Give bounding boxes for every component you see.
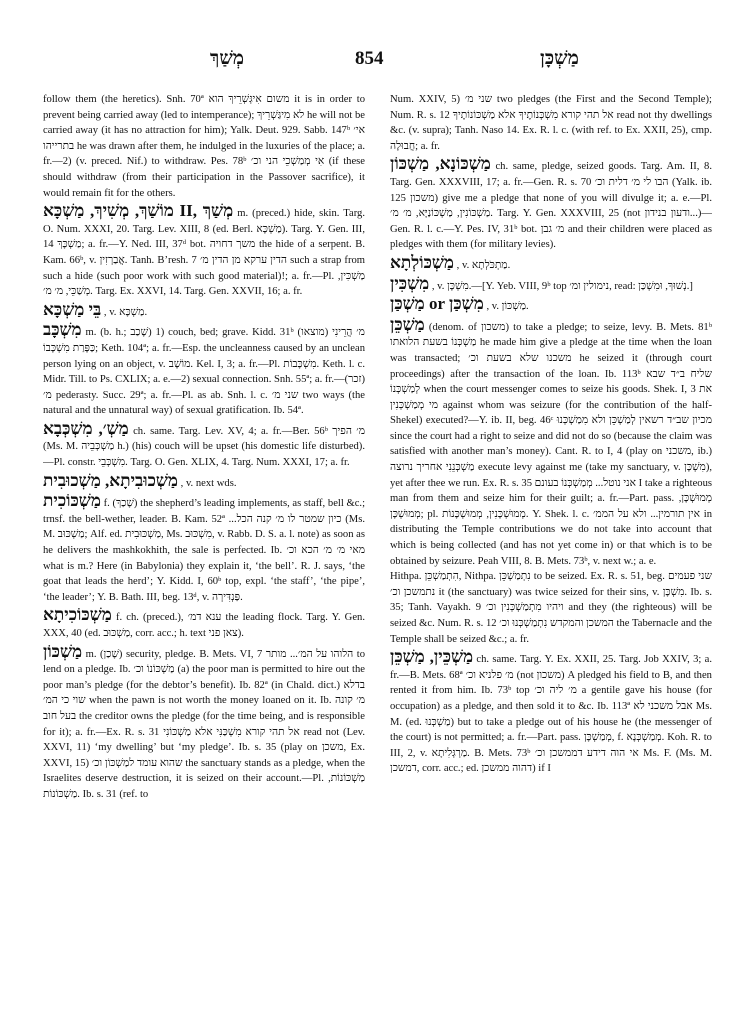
- entry-headword: מַשְׁכּוֹלְתָא: [390, 252, 455, 272]
- entry-headword: מַשְׁכּוֹנָא, מַשְׁכּוֹן: [390, 154, 491, 174]
- entry-text: f. ch. (preced.), ענא דמ׳ the leading flock. Targ. Y. Gen. XXX, 40 (ed. מַשְׁכּוּב, corr. acc.; h. text צאן פני).: [43, 612, 365, 639]
- entry-headword: מַשְׁ׳, מִשְׁכְּבָא: [43, 418, 129, 438]
- dictionary-entry: [390, 315, 712, 570]
- entry-text: , v. next wds.: [180, 477, 237, 489]
- entry-text: , v. מַשְׁכָּא.: [103, 306, 148, 318]
- header-left-word: מְשַׁךְ: [210, 48, 245, 69]
- entry-headword: מַשְׁכֵּין, מַשְׁכֵּן: [390, 647, 474, 667]
- entry-text: ch. same. Targ. Y. Ex. XXII, 25. Targ. Job XXIV, 3; a. fr.—B. Mets. 68ª מ׳ פלניא וכ׳ (not משכון) A pledged his field to B, and then rented it from him. Ib. 73ᵇ top מ׳ ליה וכ׳ a gentile gave his house (for occupation) as a pledge, and then sold it to &c. Ib. 113ª אבל משכני לא Ms. M. (ed. מַשְׁכְּנוּ) but to take a pledge out of his house he (the messenger of the court) is not permitted; a. fr.—Part. pass. מְמַשְׁכָּן, f. מְמַשְׁכְּנָא. Koh. R. to III, 2, v. מַרְגְּלִיתָא. B. Mets. 73ᵇ אי הוה דידע דממשכן וכ׳ Ms. F. (Ms. M. דמשכן, corr. acc.; ed. דהוה ממשכן) if I: [390, 654, 712, 775]
- dictionary-entry: [43, 300, 365, 321]
- dictionary-entry: [390, 569, 712, 647]
- entry-headword: מַשְׁכּוֹכִית: [43, 491, 101, 511]
- dictionary-entry: [43, 605, 365, 641]
- entry-headword: מַשְׁכוּבִיתָא, מַשְׁכוּבִית: [43, 470, 178, 490]
- entry-text: Hithpa. הִתְמַשְׁכֵּן, Nithpa. נִתְמַשְׁכֵּן to be seized. Ex. R. s. 51, beg. שני פעמים נתמשכן וכ׳ it (the sanctuary) was twice seized for their sins, v. מִשְׁכָּן. Ib. s. 35; Tanh. Vayakh. 9 ויהיו מִתְמַשְׁכְּנִין וכ׳ and they (the righteous) will be seized &c. Num. R. s. 12 המשכן והמקדש נִתְמַשְׁכְּנוּ וכ׳ the Tabernacle and the Temple shall be seized &c.; a. fr.: [390, 571, 712, 645]
- entry-text: m. (שָׁכַן) security, pledge. B. Mets. VI, 7 הלוהו על המ׳... מותר to lend on a pledge. Ib. מַשְׁכּוֹנוֹ וכ׳ (a) the poor man is permitted to hire out the poor man’s pledge (for the debtor’s benefit). Ib. 82ª (in Chald. dict.) בדלא שוי כי המ׳ when the pawn is not worth the money loaned on it. Ib. מ׳ קונה בעל חוב the creditor owns the pledge (for the time being, and is responsible for it); a. fr.—Ex. R. s. 31 אל תהי קורא מִשְׁכַּנִּי אלא מַשְׁכּוֹנִי read not (Lev. XXVI, 11) ‘my dwelling’ but ‘my pledge’. Ib. s. 35 (play on משכן, Ex. XXVI, 15) שהוא עומד למַשְׁכּוֹן וכ׳ the sanctuary stands as a pledge, when the Israelites deserve destruction, it is seized on their account.—Pl. מַשְׁכּוֹנוֹת, מַשְׁכּוֹנוֹת. Ib. s. 31 (ref. to: [43, 648, 365, 800]
- dictionary-entry: [43, 201, 365, 300]
- dictionary-entry: [390, 274, 712, 295]
- entry-headword: מִשְׁכָּב: [43, 320, 82, 340]
- dictionary-entry: [390, 92, 712, 154]
- entry-headword: מַשְׁכּוֹן: [43, 641, 83, 661]
- entry-text: Num. XXIV, 5) שני מ׳ two pledges (the First and the Second Temple); Num. R. s. 12 אל תהי קורא מִשְׁכְּנוֹתֶיךָ אלא מַשְׁכּוֹנוֹתֶיךָ read not thy dwellings &c. (v. supra); Tanh. Naso 14. Ex. R. l. c. (with ref. to Ex. XXII, 25), cmp. חֲבוּלָה; a. fr.: [390, 94, 712, 152]
- page-number: 854: [355, 48, 384, 69]
- entry-headword: בֵּי מַשְׁכָּא: [43, 299, 102, 319]
- entry-headword: מִשְׁכִּין: [390, 273, 430, 293]
- entry-text: follow them (the heretics). Snh. 70ª משום אִיגְּשְׁרֵיךְ הוא it is in order to prevent being carried away (led to intemperance); לא מִיגַּשְׁרֵיךְ he will not be carried away (it has no attraction for him); Yalk. Deut. 929. Sabb. 147ᵇ אי׳ בתרייהו he was drawn after them, he indulged in the luxuries of the place; a. fr.—2) (v. preced. Nif.) to withdraw. Pes. 78ᵇ אִי מְמַשְׁכֵי הני וכ׳ (if these should withdraw (from their participation in the Passover sacrifice), it would remain fit for the others.: [43, 94, 365, 199]
- page-header: [0, 48, 750, 74]
- entry-text: , v. מַתְכֹּלְתָא.: [456, 259, 511, 271]
- entry-text: ch. same. Targ. Lev. XV, 4; a. fr.—Ber. 56ᵇ מ׳ הפיך (Ms. M. מַשְׁכְּבֵיה h.) (his) couch will be upset (his domestic life disturbed).—Pl. constr. מִשְׁכְּבֵי. Targ. O. Gen. XLIX, 4. Targ. Num. XXXI, 17; a. fr.: [43, 425, 365, 469]
- dictionary-entry: [43, 419, 365, 471]
- entry-text: m. (preced.) hide, skin. Targ. O. Num. XXXI, 20. Targ. Lev. XIII, 8 (ed. Berl. מַשְׁכָּא). Targ. Y. Gen. III, 14 מַשְׁכָּךְ; a. fr.—Y. Ned. III, 37ᵈ bot. משך דחויה the hide of a serpent. B. Kam. 66ᵇ, v. אֲבַרְזִין. Tanh. B’resh. 7 הדין ערקא מן הדין מ׳ such a strap from such a hide (such poor work with such good material)!; a. fr.—Pl. מַשְׁכִּין, מְשַׁכֵּי, מ׳ מ׳. Targ. Ex. XXVI, 14. Targ. Gen. XXVII, 16; a. fr.: [43, 208, 365, 298]
- entry-headword: מַשְׁכֵּן: [390, 314, 425, 334]
- entry-text: (denom. of משכון) to take a pledge; to seize, levy. B. Mets. 81ᵇ מַשְׁכְּנוֹ בשעת הלואתו he made him give a pledge at the time when the loan was transacted; משכנו שלא בשעת וכ׳ he seized it (through court proceedings) after the transaction of the loan. Ib. 113ᵇ שליח ב״ד שבא לְמַשְׁכְּנוֹ when the court messenger comes to seize his goods. Shek. I, 3 את מי מְמַשְׁכְּנִין against whom was seizure (for the contribution of the half-Shekel) executed?—Y. ib. II, beg. 46ᶜ מכיון שב״ד רשאין לְמַשְׁכֵּן ולא מִמַשְׁכְּנוּ since the court had a right to seize and did not do so (because the claim was satisfied with another man’s money). Cant. R. to I, 4 (play on משכני, ib.) מַשְׁכְּנֵנִי אחריך נרוצה execute levy against me (take my sanctuary, v. מִשְׁכָּן), yet after thee we run. Ex. R. s. 35 אני נוטל... מְמַשְׁכְּנוֹ בעונם I take a righteous man from them and seize him for their guilt; a. fr.—Part. pass. מְמוּשְׁכָּן, מְמוּשְׁכָּן; pl. מְמוּשְׁכָּנִין, מְמוּשְׁכָּנוֹת. Y. Shek. l. c. אין תורמין... ולא על הממ׳ in distributing the Temple contributions we do not take into account that which is being collected (and has not yet come in) or that which is to be obtained by seizure. Peah VIII, 8. B. Mets. 73ᵇ, v. next w.; a. e.: [390, 321, 712, 567]
- entry-text: , v. מַשְׁכּוֹן.: [486, 301, 529, 313]
- dictionary-entry: [390, 294, 712, 315]
- header-right-word: מַשְׁכָּן: [540, 48, 579, 69]
- entry-headword: מַשְׁכַּן or מִשְׁכַּן: [390, 294, 484, 314]
- dictionary-entry: [43, 92, 365, 201]
- dictionary-entry: [43, 320, 365, 419]
- right-column: [390, 92, 712, 1004]
- entry-headword: מוֹשַׁךְ, מְשִׁיךְ, מַשְׁכָּא II, מְשַׁךְ: [43, 201, 234, 221]
- dictionary-entry: [43, 491, 365, 605]
- dictionary-entry: [390, 253, 712, 274]
- entry-text: ch. same, pledge, seized goods. Targ. Am. II, 8. Targ. Gen. XXXVIII, 17; a. fr.—Gen. R. s. 70 הבו לי מ׳ דלית וכ׳ (Yalk. ib. 125 משכון) give me a pledge that none of you will divulge it; a. e.—Pl. מַשְׁכּוֹנִין, מַשְׁכּוֹנַיָּא, מ׳ מ׳. Targ. Y. Gen. XXXVIII, 25 (not ודעון בנידון...)—Gen. R. l. c.—Y. Pes. IV, 31ᵇ bot. מ׳ גבן and their children were placed as pledges with them (for military levies).: [390, 161, 712, 251]
- entry-headword: מַשְׁכּוֹכִיתָא: [43, 605, 112, 625]
- entry-text: f. (שָׁכַךְ) the shepherd’s leading implements, as staff, bell &c.; trnsf. the bell-wether, leader. B. Kam. 52ª ...כיון שמטר לו מ׳ קנה הכל (Ms. M. מַשְׁכּוּב; Alf. ed. מַשְׁכּוּבִית, Ms. מִשְׁכּוּב, v. Rabb. D. S. a. l. note) as soon as he delivers the mashkokhith, the sale is perfected. Ib. מאי מ׳ מ׳ הכא וכ׳ what is m.? Here (in Babylonia) they explain it, ‘the bell’. R. J. says, ‘the goat that leads the herd’; Y. Kidd. I, 60ᵇ top, expl. ‘the staff’, ‘the pipe’, ‘the leader’; Y. B. Bath. III, beg. 13ᵈ, v. פַּנְדִּירְה.: [43, 498, 365, 603]
- dictionary-entry: [43, 642, 365, 803]
- entry-text: , v. מִשְׁכָּן.—[Y. Yeb. VIII, 9ᵇ top נימולין ומ׳, read: נְשׁוּךְ, וּמִשְׁכַּן.]: [431, 280, 693, 292]
- left-column: [43, 92, 365, 1004]
- dictionary-entry: [43, 471, 365, 492]
- entry-text: m. (b. h.; שָׁכַב) 1) couch, bed; grave. Kidd. 31ᵇ (מוצאו) מ׳ הֲרֵינִי כַּפָּרַת מִשְׁכָּבוֹ; Keth. 104ª; a. fr.—Esp. the uncleanness caused by an unclean person lying on an object, v. מוֹשָׁב. Kel. I, 3; a. fr.—Pl. מִשְׁכָּבוֹת. Keth. l. c. Midr. Till. to Ps. CXLIX; a. e.—2) sexual connection. Snh. 55ª; a. fr.—(זכר) מ׳ pederasty. Succ. 29ª; a. fr.—Pl. as ab. Snh. l. c. שני מ׳ two ways (the natural and the unnatural way) of sexual gratification. Ib. 54ª.: [43, 327, 365, 417]
- dictionary-entry: [390, 647, 712, 777]
- dictionary-entry: [390, 154, 712, 253]
